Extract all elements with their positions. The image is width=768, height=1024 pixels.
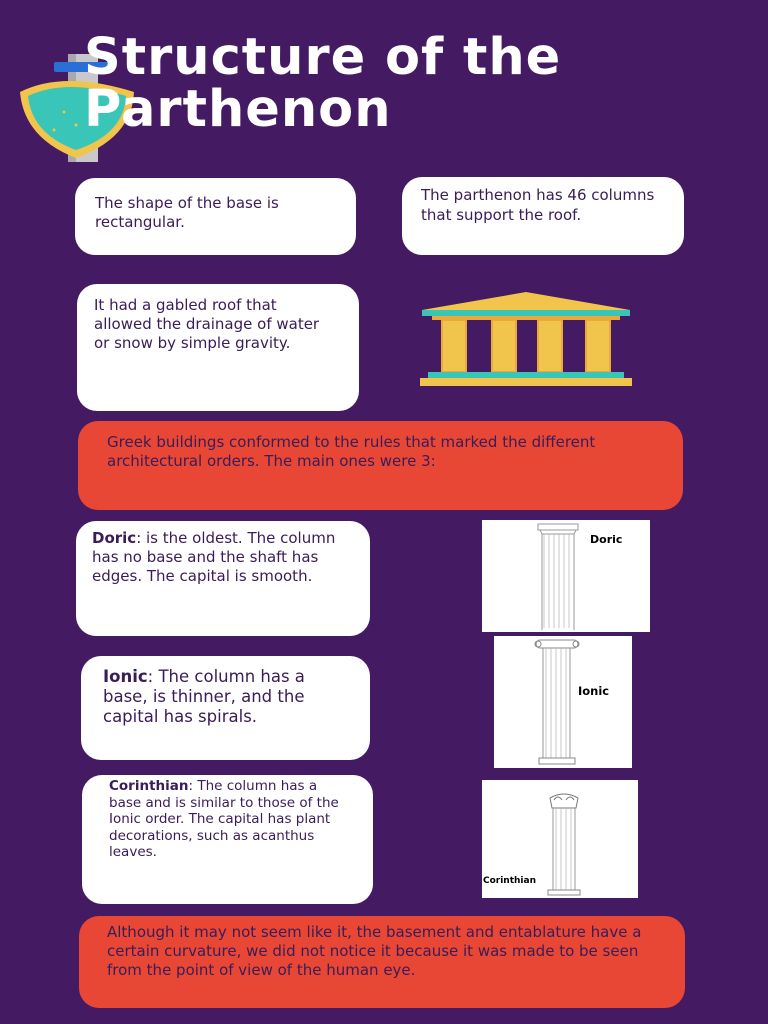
doric-column-icon (482, 520, 650, 632)
page-title: Structure of the Parthenon (84, 28, 562, 139)
curvature-text: Although it may not seem like it, the basement and entablature have a certain curvature, we did not notice it because it was made to be seen from the point of view of the human eye. (107, 923, 642, 979)
ionic-text: : The column has a base, is thinner, and the capital has spirals. (103, 667, 305, 726)
roof-text: It had a gabled roof that allowed the drainage of water or snow by simple gravity. (94, 296, 320, 352)
orders-intro-text: Greek buildings conformed to the rules that marked the different architectural orders. The main ones were 3: (107, 433, 596, 470)
corinthian-card (82, 775, 373, 904)
base-shape-text: The shape of the base is rectangular. (95, 194, 279, 231)
corinthian-column-image (482, 780, 638, 898)
ionic-card (81, 656, 370, 760)
corinthian-image-label: Corinthian (483, 876, 536, 886)
orders-intro-banner (78, 421, 683, 510)
columns-card (402, 177, 684, 255)
doric-image-label: Doric (590, 533, 623, 546)
ionic-column-image (494, 636, 632, 768)
doric-card (76, 521, 370, 636)
doric-term: Doric (92, 529, 137, 547)
ionic-image-label: Ionic (578, 684, 610, 698)
roof-card (77, 284, 359, 411)
curvature-banner (79, 916, 685, 1008)
columns-text: The parthenon has 46 columns that support the roof. (421, 186, 655, 224)
doric-text: : is the oldest. The column has no base and the shaft has edges. The capital is smooth. (92, 529, 336, 585)
ionic-column-icon (494, 636, 632, 768)
temple-icon (418, 290, 634, 388)
corinthian-term: Corinthian (109, 778, 189, 794)
doric-column-image (482, 520, 650, 632)
corinthian-text: : The column has a base and is similar to those of the Ionic order. The capital has plant decorations, such as acanthus leaves. (109, 778, 339, 860)
ionic-term: Ionic (103, 667, 148, 686)
base-shape-card (75, 178, 356, 255)
